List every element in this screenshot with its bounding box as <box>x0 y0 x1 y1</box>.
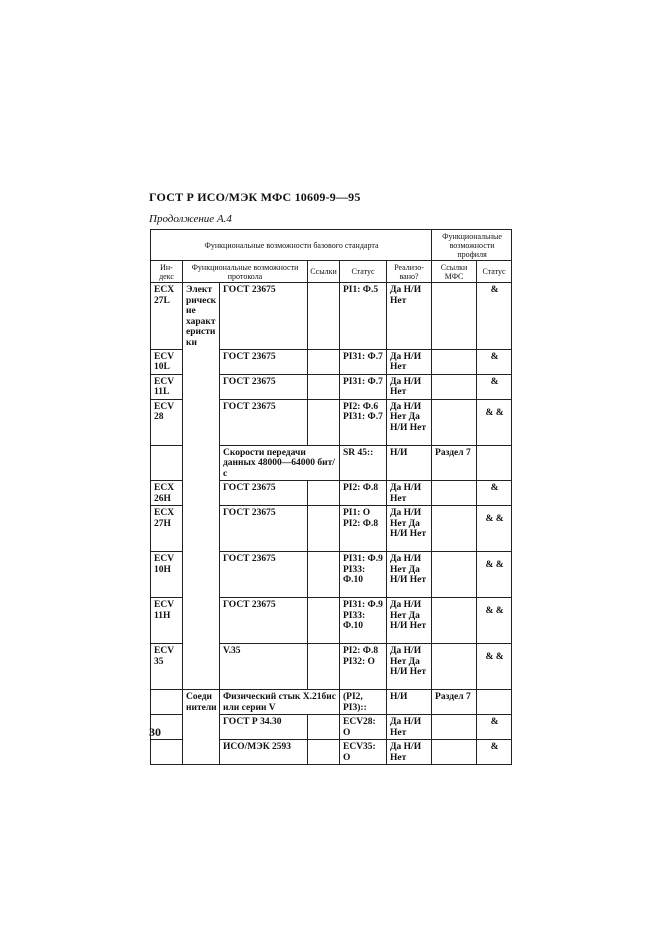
row-function: ИСО/МЭК 2593 <box>220 740 308 765</box>
row-status: PI31: Ф.9 PI33: Ф.10 <box>340 598 387 644</box>
row-status: PI2: Ф.6 PI31: Ф.7 <box>340 399 387 445</box>
row-refs <box>308 506 340 552</box>
col-status-header: Статус <box>340 261 387 283</box>
category-electrical: Электрические характеристики <box>183 283 220 350</box>
row-profile-status: & & <box>477 598 512 644</box>
row-refs <box>308 644 340 690</box>
row-function: Физический стык Х.21бис или серии V <box>220 690 340 715</box>
category-electrical-cont <box>183 644 220 690</box>
col-index-header: Ин- декс <box>151 261 183 283</box>
row-status: PI31: Ф.7 <box>340 374 387 399</box>
table-row <box>151 506 512 552</box>
row-impl: Да Н/И Нет Да Н/И Нет <box>387 644 432 690</box>
row-function: Скорости передачи данных 48000—64000 бит/с <box>220 445 340 481</box>
table-row <box>151 399 512 445</box>
row-mfs-refs <box>432 644 477 690</box>
row-function: ГОСТ 23675 <box>220 506 308 552</box>
row-mfs-refs <box>432 283 477 350</box>
row-index: ECV 10L <box>151 349 183 374</box>
row-refs <box>308 374 340 399</box>
row-function: ГОСТ 23675 <box>220 349 308 374</box>
row-index: ECX 26H <box>151 481 183 506</box>
row-function: ГОСТ 23675 <box>220 481 308 506</box>
row-impl: Да Н/И Нет Да Н/И Нет <box>387 506 432 552</box>
row-impl: Да Н/И Нет <box>387 349 432 374</box>
row-index <box>151 445 183 481</box>
row-impl: Н/И <box>387 445 432 481</box>
row-refs <box>308 598 340 644</box>
row-refs <box>308 740 340 765</box>
table-row <box>151 481 512 506</box>
row-profile-status: & & <box>477 506 512 552</box>
row-profile-status: & <box>477 374 512 399</box>
row-index: ECV 28 <box>151 399 183 445</box>
row-function: ГОСТ 23675 <box>220 552 308 598</box>
row-index: ECV 10H <box>151 552 183 598</box>
row-status: PI31: Ф.7 <box>340 349 387 374</box>
row-index <box>151 690 183 715</box>
row-profile-status: & & <box>477 399 512 445</box>
row-profile-status <box>477 690 512 715</box>
table-row <box>151 715 512 740</box>
row-profile-status: & & <box>477 644 512 690</box>
group-base-header: Функциональные возможности базового стандарта <box>151 230 432 261</box>
row-function: ГОСТ Р 34.30 <box>220 715 308 740</box>
row-impl: Да Н/И Нет Да Н/И Нет <box>387 552 432 598</box>
row-profile-status <box>477 445 512 481</box>
row-refs <box>308 283 340 350</box>
row-profile-status: & <box>477 349 512 374</box>
row-profile-status: & <box>477 715 512 740</box>
row-impl: Да Н/И Нет <box>387 740 432 765</box>
row-profile-status: & <box>477 283 512 350</box>
table-row <box>151 740 512 765</box>
row-index: ECV 11L <box>151 374 183 399</box>
category-electrical-cont <box>183 399 220 445</box>
category-electrical-cont <box>183 349 220 374</box>
row-index: ECX 27L <box>151 283 183 350</box>
category-electrical-cont <box>183 481 220 506</box>
row-index <box>151 740 183 765</box>
col-profile-status-header: Статус <box>477 261 512 283</box>
row-status: PI1: Ф.5 <box>340 283 387 350</box>
row-mfs-refs <box>432 399 477 445</box>
category-electrical-cont <box>183 506 220 552</box>
row-function: ГОСТ 23675 <box>220 598 308 644</box>
row-impl: Да Н/И Нет <box>387 374 432 399</box>
row-status: PI1: O PI2: Ф.8 <box>340 506 387 552</box>
row-status: SR 45:: <box>340 445 387 481</box>
row-mfs-refs <box>432 598 477 644</box>
row-mfs-refs: Раздел 7 <box>432 690 477 715</box>
category-electrical-cont <box>183 598 220 644</box>
row-status: ECV35: O <box>340 740 387 765</box>
row-profile-status: & <box>477 740 512 765</box>
table-row <box>151 445 512 481</box>
row-profile-status: & <box>477 481 512 506</box>
col-function-header: Функциональные возможности протокола <box>183 261 308 283</box>
row-index: ECX 27H <box>151 506 183 552</box>
continuation-label: Продолжение А.4 <box>149 213 232 225</box>
category-connectors-cont <box>183 740 220 765</box>
row-refs <box>308 399 340 445</box>
row-profile-status: & & <box>477 552 512 598</box>
table-row <box>151 690 512 715</box>
row-function: ГОСТ 23675 <box>220 283 308 350</box>
table-row <box>151 283 512 350</box>
row-mfs-refs: Раздел 7 <box>432 445 477 481</box>
row-impl: Да Н/И Нет <box>387 481 432 506</box>
row-function: V.35 <box>220 644 308 690</box>
page-number: 30 <box>149 725 161 739</box>
row-impl: Да Н/И Нет Да Н/И Нет <box>387 399 432 445</box>
row-status: PI31: Ф.9 PI33: Ф.10 <box>340 552 387 598</box>
document-header: ГОСТ Р ИСО/МЭК МФС 10609-9—95 <box>149 190 361 204</box>
category-electrical-cont <box>183 374 220 399</box>
row-status: PI2: Ф.8 PI32: O <box>340 644 387 690</box>
row-mfs-refs <box>432 552 477 598</box>
row-refs <box>308 349 340 374</box>
row-index: ECV 35 <box>151 644 183 690</box>
row-mfs-refs <box>432 349 477 374</box>
col-impl-header: Реализо- вано? <box>387 261 432 283</box>
row-mfs-refs <box>432 374 477 399</box>
row-mfs-refs <box>432 740 477 765</box>
row-status: (PI2, PI3):: <box>340 690 387 715</box>
functions-table <box>150 229 512 765</box>
row-refs <box>308 481 340 506</box>
category-connectors-cont <box>183 715 220 740</box>
row-status: ECV28: O <box>340 715 387 740</box>
group-profile-header: Функциональные возможности профиля <box>432 230 512 261</box>
category-electrical-cont <box>183 552 220 598</box>
row-impl: Да Н/И Нет Да Н/И Нет <box>387 598 432 644</box>
table-row <box>151 374 512 399</box>
row-status: PI2: Ф.8 <box>340 481 387 506</box>
row-impl: Н/И <box>387 690 432 715</box>
row-mfs-refs <box>432 481 477 506</box>
row-mfs-refs <box>432 715 477 740</box>
row-refs <box>308 552 340 598</box>
row-impl: Да Н/И Нет <box>387 715 432 740</box>
row-function: ГОСТ 23675 <box>220 374 308 399</box>
row-impl: Да Н/И Нет <box>387 283 432 350</box>
col-mfs-refs-header: Ссылки МФС <box>432 261 477 283</box>
row-index: ECV 11H <box>151 598 183 644</box>
category-connectors: Соединители <box>183 690 220 715</box>
table-row <box>151 349 512 374</box>
row-function: ГОСТ 23675 <box>220 399 308 445</box>
category-electrical-cont <box>183 445 220 481</box>
table-row <box>151 644 512 690</box>
table-row <box>151 598 512 644</box>
row-refs <box>308 715 340 740</box>
row-mfs-refs <box>432 506 477 552</box>
table-row <box>151 552 512 598</box>
col-refs-header: Ссылки <box>308 261 340 283</box>
